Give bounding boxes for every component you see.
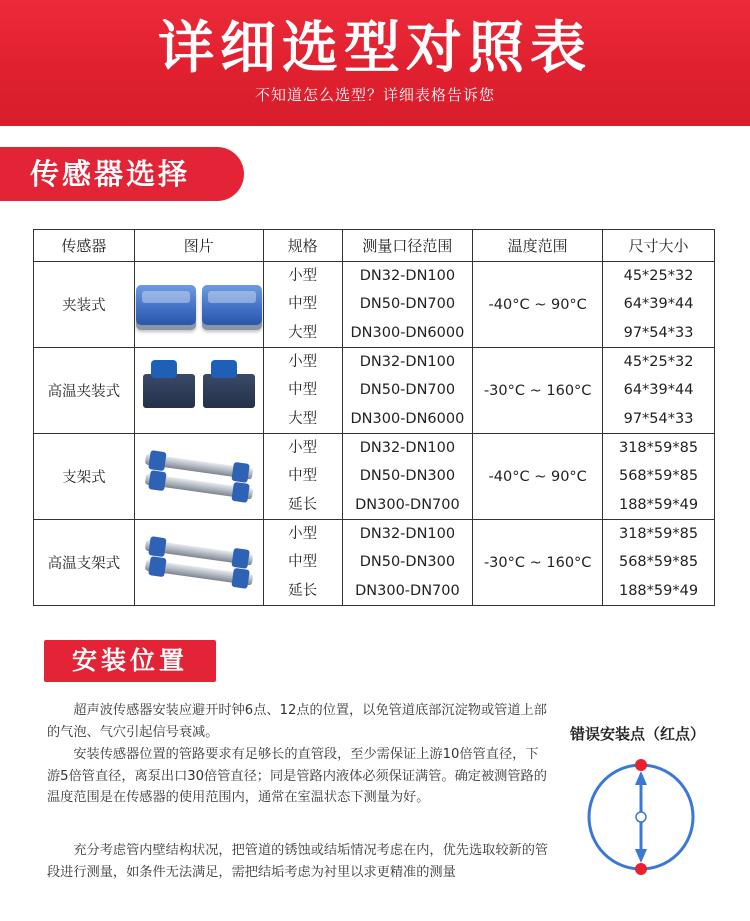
- install-paragraph: 超声波传感器安装应避开时钟6点、12点的位置，以免管道底部沉淀物或管道上部的气泡、气穴引起信号衰减。: [47, 703, 547, 740]
- arrow-up-icon: [635, 771, 647, 785]
- install-section-header: [44, 640, 216, 682]
- sensor-image-cell: [134, 262, 263, 348]
- sensor-name-cell: 高温夹装式: [34, 348, 135, 434]
- page-title: 详细选型对照表: [158, 16, 592, 81]
- size-cell: 318*59*85 568*59*85 188*59*49: [603, 434, 715, 520]
- spec-cell: 小型 中型 大型: [263, 262, 342, 348]
- range-cell: DN32-DN100 DN50-DN300 DN300-DN700: [342, 520, 473, 606]
- range-cell: DN32-DN100 DN50-DN700 DN300-DN6000: [342, 348, 473, 434]
- sensor-image-cell: [134, 434, 263, 520]
- table-header-row: [34, 230, 715, 262]
- column-header: 传感器: [34, 230, 135, 262]
- wrong-point-bottom: [635, 863, 647, 875]
- sensor-image-cell: [134, 520, 263, 606]
- install-paragraph: 安装传感器位置的管路要求有足够长的直管段，至少需保证上游10倍管直径，下游5倍管直径，离泵出口30倍管直径；同是管路内液体必须保证满管。确定被测管路的温度范围是在传感器的使用范围内，通常在室温状态下测量为好。: [47, 747, 547, 805]
- high-temp-rail-mount-sensor-image: [135, 520, 263, 605]
- spec-cell: 小型 中型 延长: [263, 434, 342, 520]
- wrong-point-top: [635, 759, 647, 771]
- sensor-spec-table: [33, 229, 715, 606]
- page-subtitle: 不知道怎么选型？详细表格告诉您: [254, 86, 495, 104]
- table-row: [34, 348, 715, 434]
- column-header: 规格: [263, 230, 342, 262]
- pipe-center-point: [636, 812, 646, 822]
- column-header: 温度范围: [473, 230, 603, 262]
- spec-cell: 小型 中型 延长: [263, 520, 342, 606]
- clamp-sensor-image: [135, 262, 263, 347]
- install-section-title: 安装位置: [71, 646, 188, 675]
- sensor-name-cell: 高温支架式: [34, 520, 135, 606]
- table-row: [34, 262, 715, 348]
- wrong-install-title: 错误安装点（红点）: [570, 725, 706, 743]
- header-banner: [0, 0, 750, 126]
- rail-mount-sensor-image: [135, 434, 263, 519]
- sensor-section-header: [0, 147, 244, 201]
- temperature-cell: -30°C ~ 160°C: [473, 520, 603, 606]
- range-cell: DN32-DN100 DN50-DN700 DN300-DN6000: [342, 262, 473, 348]
- table-row: [34, 434, 715, 520]
- temperature-cell: -40°C ~ 90°C: [473, 262, 603, 348]
- arrow-down-icon: [635, 849, 647, 863]
- table-row: [34, 520, 715, 606]
- temperature-cell: -40°C ~ 90°C: [473, 434, 603, 520]
- column-header: 图片: [134, 230, 263, 262]
- install-paragraph: 充分考虑管内壁结构状况，把管道的锈蚀或结垢情况考虑在内，优先选取较新的管段进行测量，如条件无法满足，需把结垢考虑为衬里以求更精准的测量: [47, 843, 549, 880]
- size-cell: 45*25*32 64*39*44 97*54*33: [603, 262, 715, 348]
- column-header: 尺寸大小: [603, 230, 715, 262]
- size-cell: 45*25*32 64*39*44 97*54*33: [603, 348, 715, 434]
- pipe-cross-section-diagram: [585, 757, 697, 879]
- spec-cell: 小型 中型 大型: [263, 348, 342, 434]
- size-cell: 318*59*85 568*59*85 188*59*49: [603, 520, 715, 606]
- column-header: 测量口径范围: [342, 230, 473, 262]
- range-cell: DN32-DN100 DN50-DN300 DN300-DN700: [342, 434, 473, 520]
- sensor-name-cell: 夹装式: [34, 262, 135, 348]
- sensor-name-cell: 支架式: [34, 434, 135, 520]
- sensor-image-cell: [134, 348, 263, 434]
- temperature-cell: -30°C ~ 160°C: [473, 348, 603, 434]
- high-temp-clamp-sensor-image: [135, 348, 263, 433]
- sensor-section-title: 传感器选择: [30, 157, 191, 191]
